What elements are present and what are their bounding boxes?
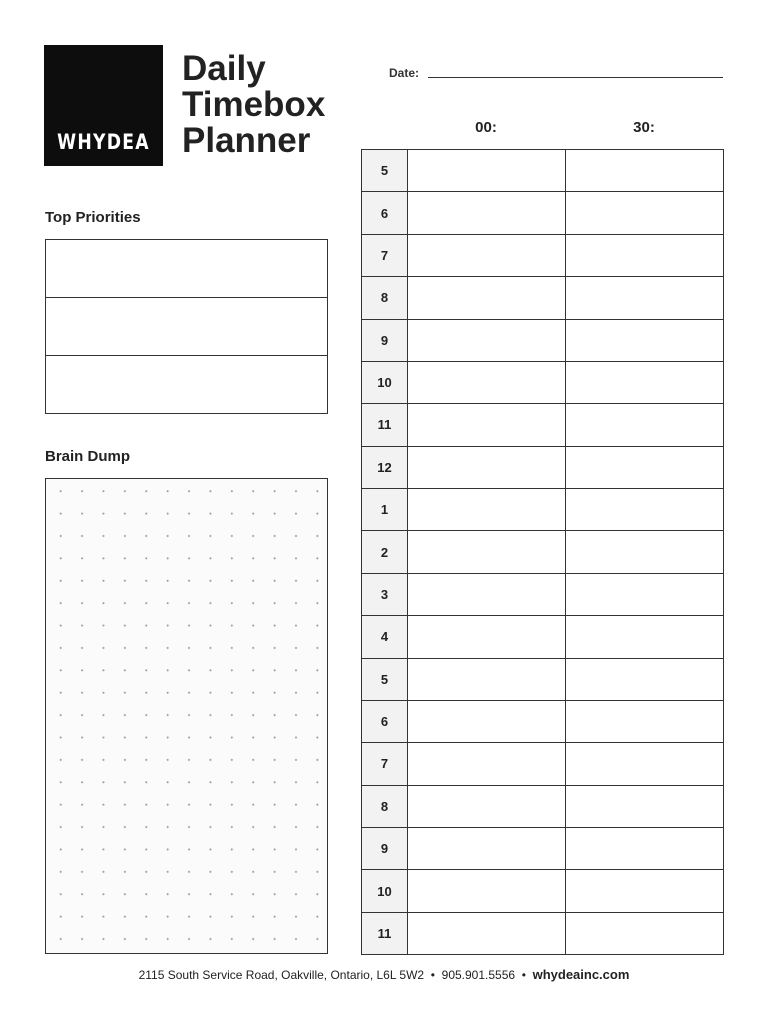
top-priorities-heading: Top Priorities [45, 209, 141, 226]
hour-label: 9 [362, 320, 408, 361]
hour-row [362, 828, 723, 870]
hour-label: 5 [362, 150, 408, 191]
hour-label: 9 [362, 828, 408, 869]
title-line-1: Daily [182, 49, 266, 88]
hour-label: 10 [362, 362, 408, 403]
hour-label: 1 [362, 489, 408, 530]
slot-00-cell[interactable] [408, 743, 566, 784]
slot-30-cell[interactable] [566, 743, 723, 784]
hour-row [362, 913, 723, 954]
date-label: Date: [389, 66, 420, 80]
hour-label: 8 [362, 786, 408, 827]
slot-30-cell[interactable] [566, 870, 723, 911]
hour-row [362, 786, 723, 828]
slot-30-cell[interactable] [566, 531, 723, 572]
footer-address: 2115 South Service Road, Oakville, Ontario, L6L 5W2 [138, 968, 425, 982]
slot-00-cell[interactable] [408, 828, 566, 869]
hour-row [362, 870, 723, 912]
hour-row [362, 489, 723, 531]
hour-label: 7 [362, 743, 408, 784]
hour-label: 7 [362, 235, 408, 276]
brain-dump-dot-grid[interactable] [45, 478, 328, 954]
hour-row [362, 362, 723, 404]
slot-00-cell[interactable] [408, 235, 566, 276]
footer-phone: 905.901.5556 [441, 968, 516, 982]
slot-00-cell[interactable] [408, 192, 566, 233]
slot-30-cell[interactable] [566, 659, 723, 700]
hour-label: 3 [362, 574, 408, 615]
hour-label: 6 [362, 701, 408, 742]
column-header-00: 00: [475, 119, 497, 136]
slot-00-cell[interactable] [408, 277, 566, 318]
footer [0, 967, 768, 982]
slot-00-cell[interactable] [408, 701, 566, 742]
hour-row [362, 447, 723, 489]
slot-30-cell[interactable] [566, 235, 723, 276]
slot-00-cell[interactable] [408, 786, 566, 827]
brain-dump-heading: Brain Dump [45, 448, 131, 465]
priority-row-3[interactable] [46, 356, 327, 414]
slot-00-cell[interactable] [408, 616, 566, 657]
hour-row [362, 235, 723, 277]
slot-00-cell[interactable] [408, 150, 566, 191]
hour-row [362, 404, 723, 446]
slot-30-cell[interactable] [566, 616, 723, 657]
slot-00-cell[interactable] [408, 659, 566, 700]
slot-00-cell[interactable] [408, 531, 566, 572]
slot-30-cell[interactable] [566, 828, 723, 869]
hour-label: 8 [362, 277, 408, 318]
column-header-30: 30: [633, 119, 655, 136]
top-priorities-box [45, 239, 328, 414]
footer-separator: • [521, 968, 526, 982]
slot-00-cell[interactable] [408, 870, 566, 911]
hour-row [362, 616, 723, 658]
slot-30-cell[interactable] [566, 192, 723, 233]
slot-30-cell[interactable] [566, 277, 723, 318]
date-field[interactable] [428, 77, 723, 78]
hour-label: 6 [362, 192, 408, 233]
priority-row-1[interactable] [46, 240, 327, 298]
hour-row [362, 531, 723, 573]
hour-row [362, 277, 723, 319]
slot-30-cell[interactable] [566, 447, 723, 488]
slot-30-cell[interactable] [566, 913, 723, 954]
logo-text: WHYDEA [57, 130, 150, 154]
title-line-2: Timebox [182, 85, 326, 124]
hour-label: 11 [362, 913, 408, 954]
timebox-schedule [361, 149, 724, 955]
footer-website: whydeainc.com [532, 967, 630, 982]
hour-label: 12 [362, 447, 408, 488]
hour-row [362, 150, 723, 192]
whydea-logo [44, 45, 163, 166]
hour-label: 2 [362, 531, 408, 572]
hour-row [362, 320, 723, 362]
slot-00-cell[interactable] [408, 447, 566, 488]
slot-00-cell[interactable] [408, 320, 566, 361]
slot-30-cell[interactable] [566, 362, 723, 403]
hour-row [362, 574, 723, 616]
hour-row [362, 192, 723, 234]
hour-label: 5 [362, 659, 408, 700]
priority-row-2[interactable] [46, 298, 327, 356]
slot-00-cell[interactable] [408, 574, 566, 615]
hour-row [362, 659, 723, 701]
slot-30-cell[interactable] [566, 150, 723, 191]
slot-30-cell[interactable] [566, 786, 723, 827]
slot-00-cell[interactable] [408, 362, 566, 403]
hour-label: 4 [362, 616, 408, 657]
slot-30-cell[interactable] [566, 404, 723, 445]
title-line-3: Planner [182, 121, 311, 160]
hour-label: 11 [362, 404, 408, 445]
slot-30-cell[interactable] [566, 574, 723, 615]
footer-separator: • [430, 968, 435, 982]
slot-00-cell[interactable] [408, 913, 566, 954]
hour-label: 10 [362, 870, 408, 911]
slot-00-cell[interactable] [408, 489, 566, 530]
slot-00-cell[interactable] [408, 404, 566, 445]
hour-row [362, 743, 723, 785]
slot-30-cell[interactable] [566, 489, 723, 530]
slot-30-cell[interactable] [566, 320, 723, 361]
slot-30-cell[interactable] [566, 701, 723, 742]
page-title [182, 51, 352, 159]
hour-row [362, 701, 723, 743]
